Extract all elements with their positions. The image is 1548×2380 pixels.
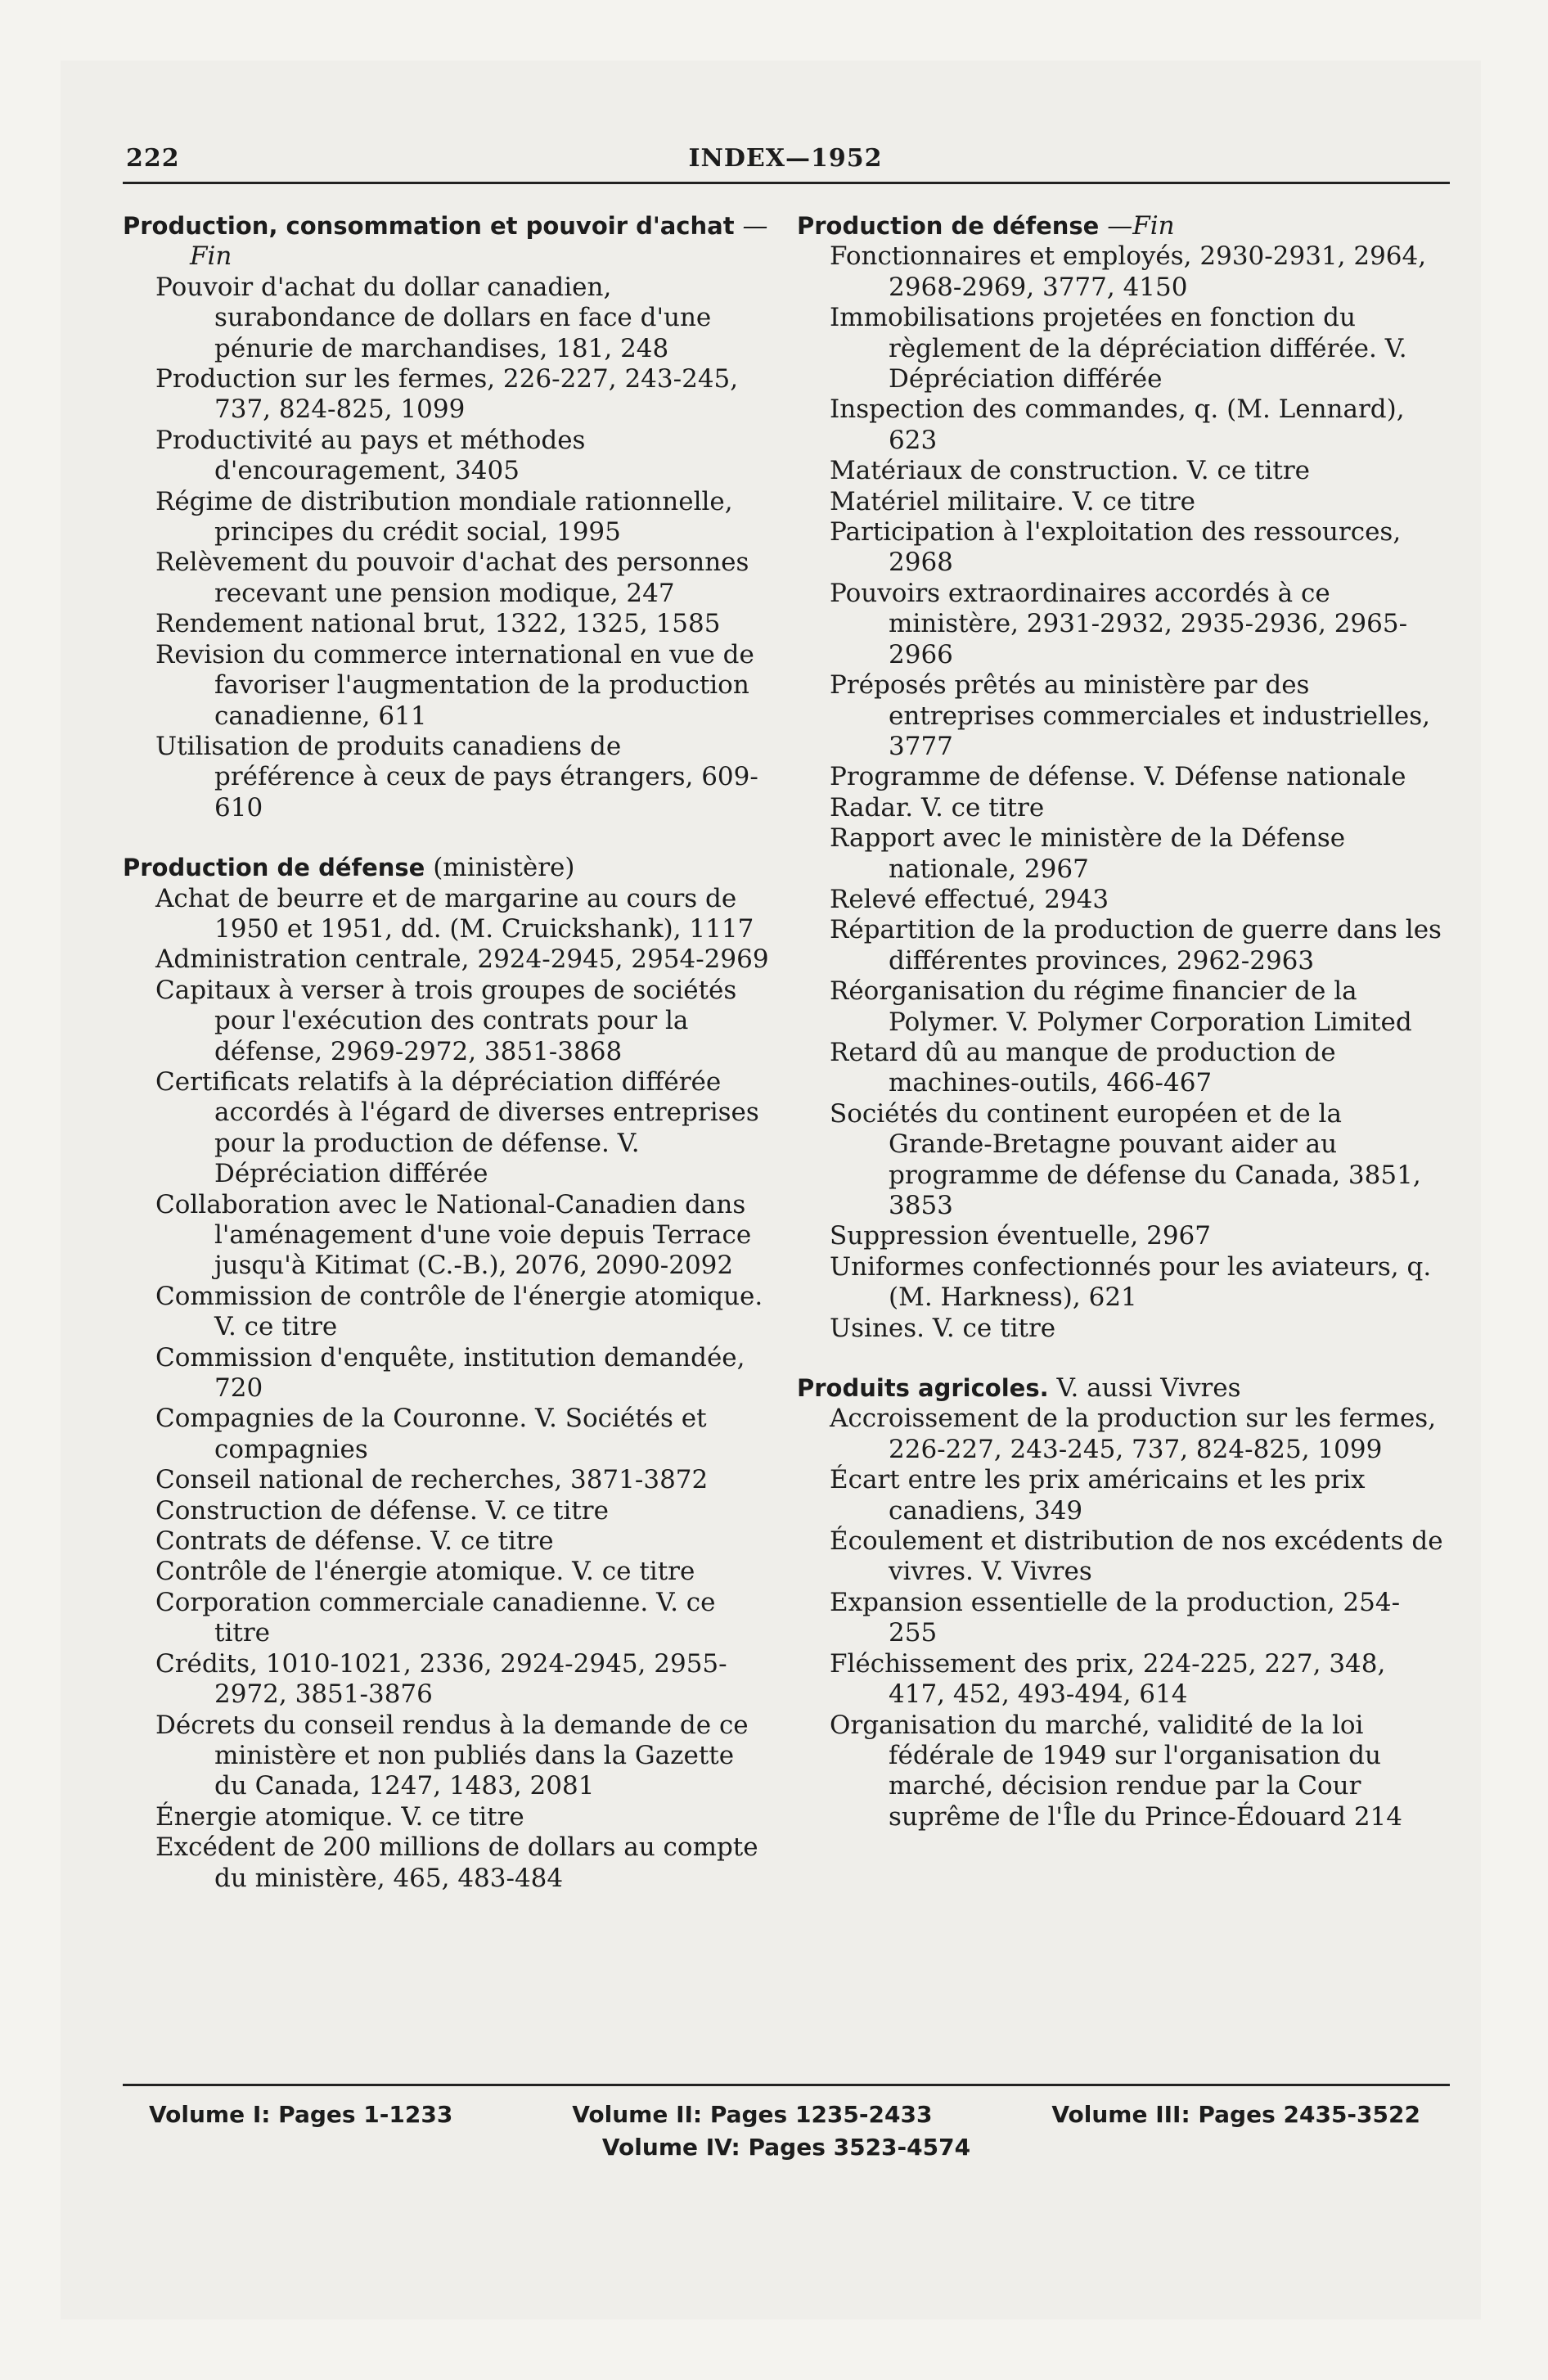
page-number: 222: [126, 144, 180, 173]
index-entry: Régime de distribution mondiale rationnelle, principes du crédit social, 1995: [155, 486, 733, 548]
section-gap: [123, 823, 769, 853]
footer-rule: [123, 2084, 1450, 2086]
index-heading: [123, 853, 769, 883]
index-entry: Écoulement et distribution de nos excédents de vivres. V. Vivres: [830, 1526, 1443, 1587]
index-entry: Capitaux à verser à trois groupes de sociétés pour l'exécution des contrats pour la défense, 2969-2972, 3851-3868: [155, 975, 737, 1066]
index-entry: Uniformes confectionnés pour les aviateurs, q. (M. Harkness), 621: [830, 1251, 1432, 1313]
heading-term: Production de défense: [797, 212, 1100, 240]
index-entry: Pouvoir d'achat du dollar canadien, surabondance de dollars en face d'une pénurie de marchandises, 181, 248: [155, 272, 712, 363]
left-column: [123, 211, 769, 1894]
index-entry: Compagnies de la Couronne. V. Sociétés et compagnies: [155, 1404, 707, 1464]
heading-qualifier: (ministère): [425, 853, 575, 883]
index-heading: [123, 211, 769, 273]
index-entry: Certificats relatifs à la dépréciation différée accordés à l'égard de diverses entreprises pour la production de défense. V. Dépréciation différée: [155, 1066, 759, 1189]
index-entry: Participation à l'exploitation des ressources, 2968: [830, 517, 1402, 578]
index-entry: Revision du commerce international en vue de favoriser l'augmentation de la production canadienne, 611: [155, 639, 754, 731]
heading-term: Production de défense: [123, 854, 425, 882]
index-entry: Administration centrale, 2924-2945, 2954-2969: [155, 944, 769, 975]
index-entry: Achat de beurre et de margarine au cours de 1950 et 1951, dd. (M. Cruickshank), 1117: [155, 883, 754, 944]
index-entry: Fonctionnaires et employés, 2930-2931, 2964, 2968-2969, 3777, 4150: [830, 241, 1427, 302]
index-entry: Usines. V. ce titre: [830, 1313, 1056, 1343]
index-entry: Inspection des commandes, q. (M. Lennard), 623: [830, 394, 1405, 455]
index-entry: Sociétés du continent européen et de la Grande-Bretagne pouvant aider au programme de défense du Canada, 3851, 3853: [830, 1098, 1421, 1220]
heading-continued: —Fin: [190, 211, 768, 272]
index-entry: Utilisation de produits canadiens de préférence à ceux de pays étrangers, 609-610: [155, 731, 758, 823]
volume-4-range: Volume IV: Pages 3523-4574: [601, 2134, 971, 2161]
index-entry: Rapport avec le ministère de la Défense nationale, 2967: [830, 823, 1346, 884]
index-entry: Accroissement de la production sur les fermes, 226-227, 243-245, 737, 824-825, 1099: [830, 1404, 1437, 1464]
right-column: [797, 211, 1443, 1832]
index-entry: Répartition de la production de guerre dans les différentes provinces, 2962-2963: [830, 915, 1442, 976]
index-entry: Réorganisation du régime financier de la Polymer. V. Polymer Corporation Limited: [830, 976, 1412, 1037]
index-entry: Construction de défense. V. ce titre: [155, 1495, 609, 1526]
index-entry: Relèvement du pouvoir d'achat des personnes recevant une pension modique, 247: [155, 548, 749, 608]
index-entry: Relevé effectué, 2943: [830, 884, 1109, 914]
index-entry: Commission d'enquête, institution demandée, 720: [155, 1342, 745, 1404]
index-entry: Excédent de 200 millions de dollars au compte du ministère, 465, 483-484: [155, 1832, 758, 1893]
index-entry: Production sur les fermes, 226-227, 243-245, 737, 824-825, 1099: [155, 364, 739, 425]
index-entry: Retard dû au manque de production de machines-outils, 466-467: [830, 1037, 1336, 1098]
index-entry: Préposés prêtés au ministère par des entreprises commerciales et industrielles, 3777: [830, 670, 1431, 761]
index-entry: Expansion essentielle de la production, 254-255: [830, 1587, 1401, 1648]
index-entry: Collaboration avec le National-Canadien dans l'aménagement d'une voie depuis Terrace jusqu'à Kitimat (C.-B.), 2076, 2090-2092: [155, 1189, 752, 1281]
index-heading: [797, 1373, 1443, 1404]
heading-term: Produits agricoles.: [797, 1374, 1049, 1403]
index-entry: Écart entre les prix américains et les prix canadiens, 349: [830, 1465, 1366, 1526]
index-entry: Crédits, 1010-1021, 2336, 2924-2945, 2955-2972, 3851-3876: [155, 1648, 727, 1710]
volume-2-range: Volume II: Pages 1235-2433: [572, 2101, 933, 2128]
index-entry: Contrôle de l'énergie atomique. V. ce titre: [155, 1557, 695, 1587]
index-entry: Suppression éventuelle, 2967: [830, 1221, 1211, 1251]
index-entry: Programme de défense. V. Défense nationale: [830, 762, 1406, 792]
heading-continued: —Fin: [1107, 211, 1175, 241]
index-entry: Corporation commerciale canadienne. V. ce titre: [155, 1587, 716, 1648]
index-entry: Pouvoirs extraordinaires accordés à ce ministère, 2931-2932, 2935-2936, 2965-2966: [830, 578, 1408, 669]
running-title: INDEX—1952: [688, 144, 883, 173]
index-entry: Conseil national de recherches, 3871-3872: [155, 1465, 709, 1495]
index-heading: [797, 211, 1443, 241]
index-entry: Contrats de défense. V. ce titre: [155, 1526, 554, 1557]
index-entry: Radar. V. ce titre: [830, 792, 1045, 823]
index-entry: Productivité au pays et méthodes d'encouragement, 3405: [155, 425, 586, 486]
heading-qualifier: V. aussi Vivres: [1048, 1373, 1241, 1404]
index-entry: Matériel militaire. V. ce titre: [830, 486, 1195, 516]
index-entry: Matériaux de construction. V. ce titre: [830, 456, 1311, 486]
volume-1-range: Volume I: Pages 1-1233: [149, 2101, 453, 2128]
volume-footer: [123, 2098, 1450, 2164]
index-entry: Organisation du marché, validité de la loi fédérale de 1949 sur l'organisation du marché, décision rendue par la Cour suprême de l'Île du Prince-Édouard 214: [830, 1710, 1402, 1832]
index-entry: Rendement national brut, 1322, 1325, 1585: [155, 609, 721, 639]
index-entry: Énergie atomique. V. ce titre: [155, 1801, 524, 1832]
section-gap: [797, 1344, 1443, 1373]
header-rule: [123, 182, 1450, 184]
volume-3-range: Volume III: Pages 2435-3522: [1051, 2101, 1420, 2128]
index-entry: Commission de contrôle de l'énergie atomique. V. ce titre: [155, 1281, 763, 1342]
index-entry: Immobilisations projetées en fonction du règlement de la dépréciation différée. V. Dépréciation différée: [830, 303, 1407, 394]
index-entry: Fléchissement des prix, 224-225, 227, 348, 417, 452, 493-494, 614: [830, 1648, 1386, 1710]
index-entry: Décrets du conseil rendus à la demande de ce ministère et non publiés dans la Gazette du Canada, 1247, 1483, 2081: [155, 1710, 749, 1801]
heading-term: Production, consommation et pouvoir d'achat: [123, 212, 735, 240]
page-header: [123, 144, 1448, 177]
